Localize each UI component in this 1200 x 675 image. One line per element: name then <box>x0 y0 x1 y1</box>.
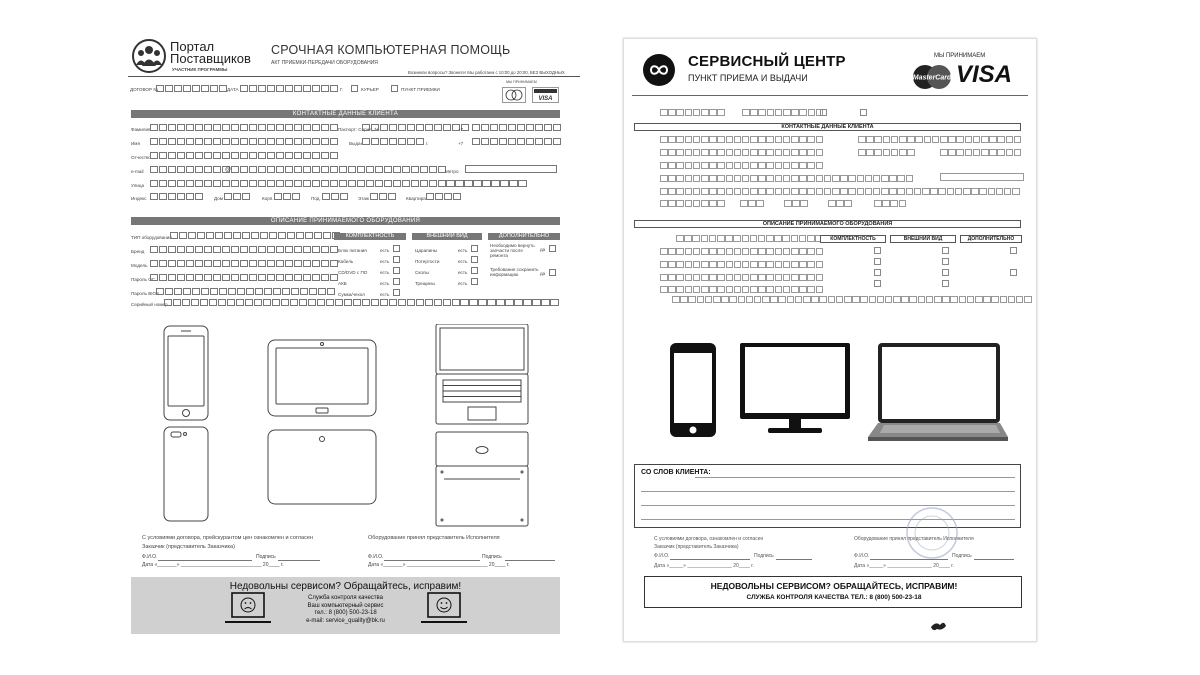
sc-corp-boxes[interactable] <box>784 200 809 207</box>
footer-line-1: Ваш компьютерный сервис <box>307 602 384 609</box>
phone1-boxes[interactable] <box>472 124 562 131</box>
sc-kit-check-2[interactable] <box>874 269 881 276</box>
sc-kit-check-3[interactable] <box>874 280 881 287</box>
logo-sub: УЧАСТНИК ПРОГРАММЫ <box>172 67 228 72</box>
received-text: Оборудование принял представитель Исполнителя <box>368 535 500 541</box>
model-label: Модель <box>131 263 148 268</box>
look-item-0: Царапины <box>415 248 438 253</box>
customer-sign-line[interactable] <box>278 560 320 561</box>
sc-model-boxes[interactable] <box>660 261 824 268</box>
look-has-3: есть <box>458 281 468 286</box>
portal-form-sheet <box>128 36 580 636</box>
sc-kit-check-1[interactable] <box>874 258 881 265</box>
issued-label: Выдан <box>349 141 364 146</box>
sc-mastercard-icon <box>910 63 954 91</box>
look-item-3: Трещины <box>415 281 435 286</box>
serial-label: Серийный номер <box>131 302 168 307</box>
contact-section-bar: КОНТАКТНЫЕ ДАННЫЕ КЛИЕНТА <box>131 110 560 118</box>
sc-contact-bar: КОНТАКТНЫЕ ДАННЫЕ КЛИЕНТА <box>634 123 1021 131</box>
house-label: Дом <box>214 196 223 201</box>
brand-label: Бренд <box>131 249 145 254</box>
model-boxes[interactable] <box>150 260 339 267</box>
courier-label: КУРЬЕР <box>361 87 379 92</box>
look-check-0[interactable] <box>471 245 478 252</box>
kit-item-2: CD/DVD с ПО <box>338 270 368 275</box>
sc-patronymic-boxes[interactable] <box>660 162 824 169</box>
house-boxes[interactable] <box>224 193 251 200</box>
apt-label: Квартира <box>406 196 426 201</box>
pass-os-boxes[interactable] <box>150 274 339 281</box>
extra-item-1: Требование сохранить информацию <box>490 267 539 277</box>
sc-look-header: ВНЕШНИЙ ВИД <box>890 235 956 243</box>
logo-text <box>170 41 251 65</box>
issued-year-label: г. <box>426 141 429 146</box>
extra-header: ДОПОЛНИТЕЛЬНО <box>488 233 560 240</box>
footer-line-2: тел.: 8 (800) 500-23-18 <box>314 610 377 616</box>
extra-check-1[interactable] <box>549 269 556 276</box>
floor-label: Этаж <box>358 196 369 201</box>
infinity-logo-icon <box>642 53 676 87</box>
mastercard-icon <box>502 87 526 103</box>
exec-fio-line[interactable] <box>384 560 480 561</box>
svg-text:VISA: VISA <box>538 96 553 102</box>
form-subtitle: АКТ ПРИЕМКИ-ПЕРЕДАЧИ ОБОРУДОВАНИЯ <box>271 60 378 66</box>
sc-subtitle: ПУНКТ ПРИЕМА И ВЫДАЧИ <box>688 73 808 83</box>
sc-look-check-0[interactable] <box>942 247 949 254</box>
contract-boxes[interactable] <box>156 85 228 92</box>
sc-look-check-3[interactable] <box>942 280 949 287</box>
patronymic-label: Отчество <box>131 155 151 160</box>
tablet-front-icon <box>268 340 376 416</box>
sc-pickup-checkbox[interactable] <box>860 109 867 116</box>
corp-label: Корп. <box>262 196 274 201</box>
entrance-label: Под. <box>311 196 321 201</box>
sc-entrance-boxes[interactable] <box>828 200 853 207</box>
name-label: Имя <box>131 141 140 146</box>
sc-footer-title: НЕДОВОЛЬНЫ СЕРВИСОМ? ОБРАЩАЙТЕСЬ, ИСПРАВИМ! <box>710 581 958 591</box>
extra-check-0[interactable] <box>549 245 556 252</box>
serial-boxes[interactable] <box>164 299 559 306</box>
exec-sign-line[interactable] <box>505 560 555 561</box>
look-item-2: Сколы <box>415 270 429 275</box>
sc-date-boxes[interactable] <box>742 109 824 116</box>
sc-look-check-2[interactable] <box>942 269 949 276</box>
type-label: ТИП оборудования <box>131 235 172 240</box>
patronymic-boxes[interactable] <box>150 152 339 159</box>
sc-header-rule <box>632 95 1028 96</box>
phone1-prefix: +7 <box>458 127 464 132</box>
phone-back-icon <box>164 427 208 521</box>
phone2-boxes[interactable] <box>472 138 562 145</box>
sc-type-boxes[interactable] <box>676 235 832 242</box>
sc-received: Оборудование принял представитель Исполнителя <box>854 536 974 542</box>
kit-item-0: Блок питания <box>338 248 367 253</box>
logo-line2: Поставщиков <box>170 51 251 66</box>
form-title: СРОЧНАЯ КОМПЬЮТЕРНАЯ ПОМОЩЬ <box>271 43 511 57</box>
footer-contacts <box>131 595 560 625</box>
sc-customer-sign: Подпись <box>754 553 774 559</box>
metro-field[interactable] <box>465 165 557 173</box>
extra-yes-0: да <box>540 247 546 252</box>
sc-kit-header: КОМПЛЕКТНОСТЬ <box>820 235 886 243</box>
pass-bios-label: Пароль BIOS <box>131 291 160 296</box>
exec-date: Дата «_______» _____________________________ 20____ г. <box>368 562 510 568</box>
ink-smudge-icon <box>928 619 950 633</box>
sc-phone1-boxes[interactable] <box>940 136 1022 143</box>
sc-serial-boxes[interactable] <box>672 296 1032 303</box>
sc-email-boxes[interactable] <box>660 175 914 182</box>
quality-footer <box>131 577 560 634</box>
phone2-prefix: +7 <box>458 141 464 146</box>
sc-extra-check-0[interactable] <box>1010 247 1017 254</box>
sc-floor-boxes[interactable] <box>874 200 907 207</box>
sc-equipment-bar: ОПИСАНИЕ ПРИНИМАЕМОГО ОБОРУДОВАНИЯ <box>634 220 1021 228</box>
sc-extra-check-1[interactable] <box>1010 269 1017 276</box>
contract-label: ДОГОВОР № <box>130 87 159 92</box>
year-label: Г. <box>340 87 344 92</box>
laptop-bottom-icon <box>436 466 528 526</box>
surname-label: Фамилия <box>131 127 151 132</box>
sc-terms: С условиями договора, ознакомлен и согласен <box>654 536 764 542</box>
look-check-1[interactable] <box>471 256 478 263</box>
equipment-section-bar: ОПИСАНИЕ ПРИНИМАЕМОГО ОБОРУДОВАНИЯ <box>131 217 560 225</box>
exec-sign-label: Подпись <box>482 554 502 560</box>
sc-exec-sign: Подпись <box>952 553 972 559</box>
smartphone-icon <box>670 343 716 437</box>
work-hours: Возникли вопросы? Звоните! Мы работаем с 10:00 до 20:00, БЕЗ ВЫХОДНЫХ <box>408 70 565 75</box>
sc-customer-fio: Ф.И.О. <box>654 553 670 559</box>
kit-has-1: есть <box>380 259 390 264</box>
street-label: Улица <box>131 183 145 188</box>
index-boxes[interactable] <box>150 193 204 200</box>
floor-boxes[interactable] <box>370 193 397 200</box>
passport-label: Паспорт: Серия, № <box>338 127 380 132</box>
kit-check-4[interactable] <box>393 289 400 296</box>
sc-card1-label: MasterCard <box>912 74 952 82</box>
pass-os-label: Пароль ОС <box>131 277 156 282</box>
sc-footer-sub: СЛУЖБА КОНТРОЛЯ КАЧЕСТВА ТЕЛ.: 8 (800) 500-23-18 <box>746 594 922 601</box>
client-words-box[interactable] <box>634 464 1021 528</box>
sc-surname-boxes[interactable] <box>660 136 824 143</box>
sc-look-check-1[interactable] <box>942 258 949 265</box>
sc-exec-fio: Ф.И.О. <box>854 553 870 559</box>
metro-label: Метро <box>445 169 459 174</box>
sc-title: СЕРВИСНЫЙ ЦЕНТР <box>688 53 846 70</box>
header-rule <box>128 76 580 77</box>
kit-check-2[interactable] <box>393 267 400 274</box>
date-label: ДАТА <box>227 87 239 92</box>
sc-we-accept: МЫ ПРИНИМАЕМ <box>934 53 986 59</box>
index-label: Индекс <box>131 196 147 201</box>
entrance-boxes[interactable] <box>322 193 349 200</box>
extra-yes-1: да <box>540 271 546 276</box>
device-outlines <box>158 324 560 528</box>
sc-extra-header: ДОПОЛНИТЕЛЬНО <box>960 235 1022 243</box>
client-words-label: СО СЛОВ КЛИЕНТА: <box>641 469 711 476</box>
laptop-lid-icon <box>436 432 528 466</box>
sc-exec-fio-line[interactable] <box>870 559 948 560</box>
name-boxes[interactable] <box>150 138 339 145</box>
kit-has-0: есть <box>380 248 390 253</box>
customer-sign-label: Подпись <box>256 554 276 560</box>
type-boxes[interactable] <box>170 232 341 239</box>
kit-item-1: Кабель <box>338 259 354 264</box>
footer-title: Недовольны сервисом? Обращайтесь, исправим! <box>229 581 462 592</box>
kit-check-1[interactable] <box>393 256 400 263</box>
kit-check-0[interactable] <box>393 245 400 252</box>
sc-customer-fio-line[interactable] <box>670 559 750 560</box>
kit-check-3[interactable] <box>393 278 400 285</box>
footer-line-3: e-mail: service_quality@bk.ru <box>306 617 385 624</box>
footer-line-0: Служба контроля качества <box>308 595 383 601</box>
sc-visa-text: VISA <box>956 61 1013 88</box>
corp-boxes[interactable] <box>274 193 301 200</box>
sc-pass-os-boxes[interactable] <box>660 274 824 281</box>
laptop-open-icon <box>436 324 528 374</box>
sc-issued-boxes[interactable] <box>858 149 915 156</box>
sc-customer-sign-line[interactable] <box>776 559 812 560</box>
sc-metro-field[interactable] <box>940 173 1024 181</box>
sc-house-boxes[interactable] <box>740 200 765 207</box>
customer-date: Дата «_______» _____________________________ 20____ г. <box>142 562 284 568</box>
sc-customer-date: Дата «_____» ________________ 20____ г. <box>654 563 754 569</box>
sc-name-boxes[interactable] <box>660 149 824 156</box>
customer-fio-label: Ф.И.О. <box>142 554 158 560</box>
kit-has-3: есть <box>380 281 390 286</box>
sc-exec-date: Дата «_____» ________________ 20____ г. <box>854 563 954 569</box>
look-check-3[interactable] <box>471 278 478 285</box>
customer-text: Заказчик (представитель Заказчика) <box>142 544 235 550</box>
brand-boxes[interactable] <box>150 246 339 253</box>
people-logo-icon <box>132 39 166 73</box>
sc-street-boxes[interactable] <box>660 188 1020 195</box>
sc-quality-footer <box>644 576 1022 608</box>
terms-text: С условиями договора, прейскурантом цен ознакомлен и согласен <box>142 535 313 541</box>
sc-index-boxes[interactable] <box>660 200 726 207</box>
sc-courier-checkbox[interactable] <box>820 109 827 116</box>
kit-header: КОМПЛЕКТНОСТЬ <box>334 233 406 240</box>
kit-has-2: есть <box>380 270 390 275</box>
kit-has-4: есть <box>380 292 390 297</box>
look-item-1: Потертости <box>415 259 440 264</box>
sc-contract-boxes[interactable] <box>660 109 726 116</box>
visa-icon <box>532 87 559 103</box>
surname-boxes[interactable] <box>150 124 339 131</box>
street-boxes[interactable] <box>150 180 527 187</box>
courier-checkbox[interactable] <box>351 85 358 92</box>
sc-kit-check-0[interactable] <box>874 247 881 254</box>
kit-item-4: Сумка/чехол <box>338 292 365 297</box>
happy-laptop-icon <box>419 591 469 625</box>
customer-fio-line[interactable] <box>158 560 252 561</box>
look-check-2[interactable] <box>471 267 478 274</box>
apt-boxes[interactable] <box>426 193 462 200</box>
laptop-icon <box>868 343 1008 441</box>
client-line-0[interactable] <box>695 477 1015 478</box>
service-center-sheet <box>623 38 1037 642</box>
look-header: ВНЕШНИЙ ВИД <box>412 233 482 240</box>
sc-phone2-boxes[interactable] <box>940 149 1022 156</box>
exec-fio-label: Ф.И.О. <box>368 554 384 560</box>
we-accept-label: МЫ ПРИНИМАЕМ <box>506 80 537 84</box>
look-has-0: есть <box>458 248 468 253</box>
monitor-icon <box>740 343 850 433</box>
sc-passport-boxes[interactable] <box>858 136 940 143</box>
device-photos <box>668 337 1008 443</box>
issued-boxes[interactable] <box>362 138 425 145</box>
sad-laptop-icon <box>223 591 273 625</box>
sc-brand-boxes[interactable] <box>660 248 824 255</box>
pass-bios-boxes[interactable] <box>156 288 336 295</box>
pickup-checkbox[interactable] <box>391 85 398 92</box>
look-has-2: есть <box>458 270 468 275</box>
extra-item-0: Необходимо вернуть запчасти после ремонта <box>490 243 535 258</box>
sc-pass-bios-boxes[interactable] <box>660 286 824 293</box>
date-boxes[interactable] <box>240 85 339 92</box>
pickup-label: ПУНКТ ПРИЕМКИ <box>401 87 440 92</box>
email-label: e-mail <box>131 169 144 174</box>
look-has-1: есть <box>458 259 468 264</box>
logo-line1: Портал <box>170 39 215 54</box>
client-line-1[interactable] <box>641 491 1015 492</box>
passport-boxes[interactable] <box>362 124 470 131</box>
sc-exec-sign-line[interactable] <box>974 559 1014 560</box>
kit-item-3: АКБ <box>338 281 347 286</box>
email-boxes[interactable] <box>150 166 446 173</box>
sc-customer: Заказчик (представитель Заказчика) <box>654 544 739 550</box>
at-sign: @ <box>225 167 232 173</box>
